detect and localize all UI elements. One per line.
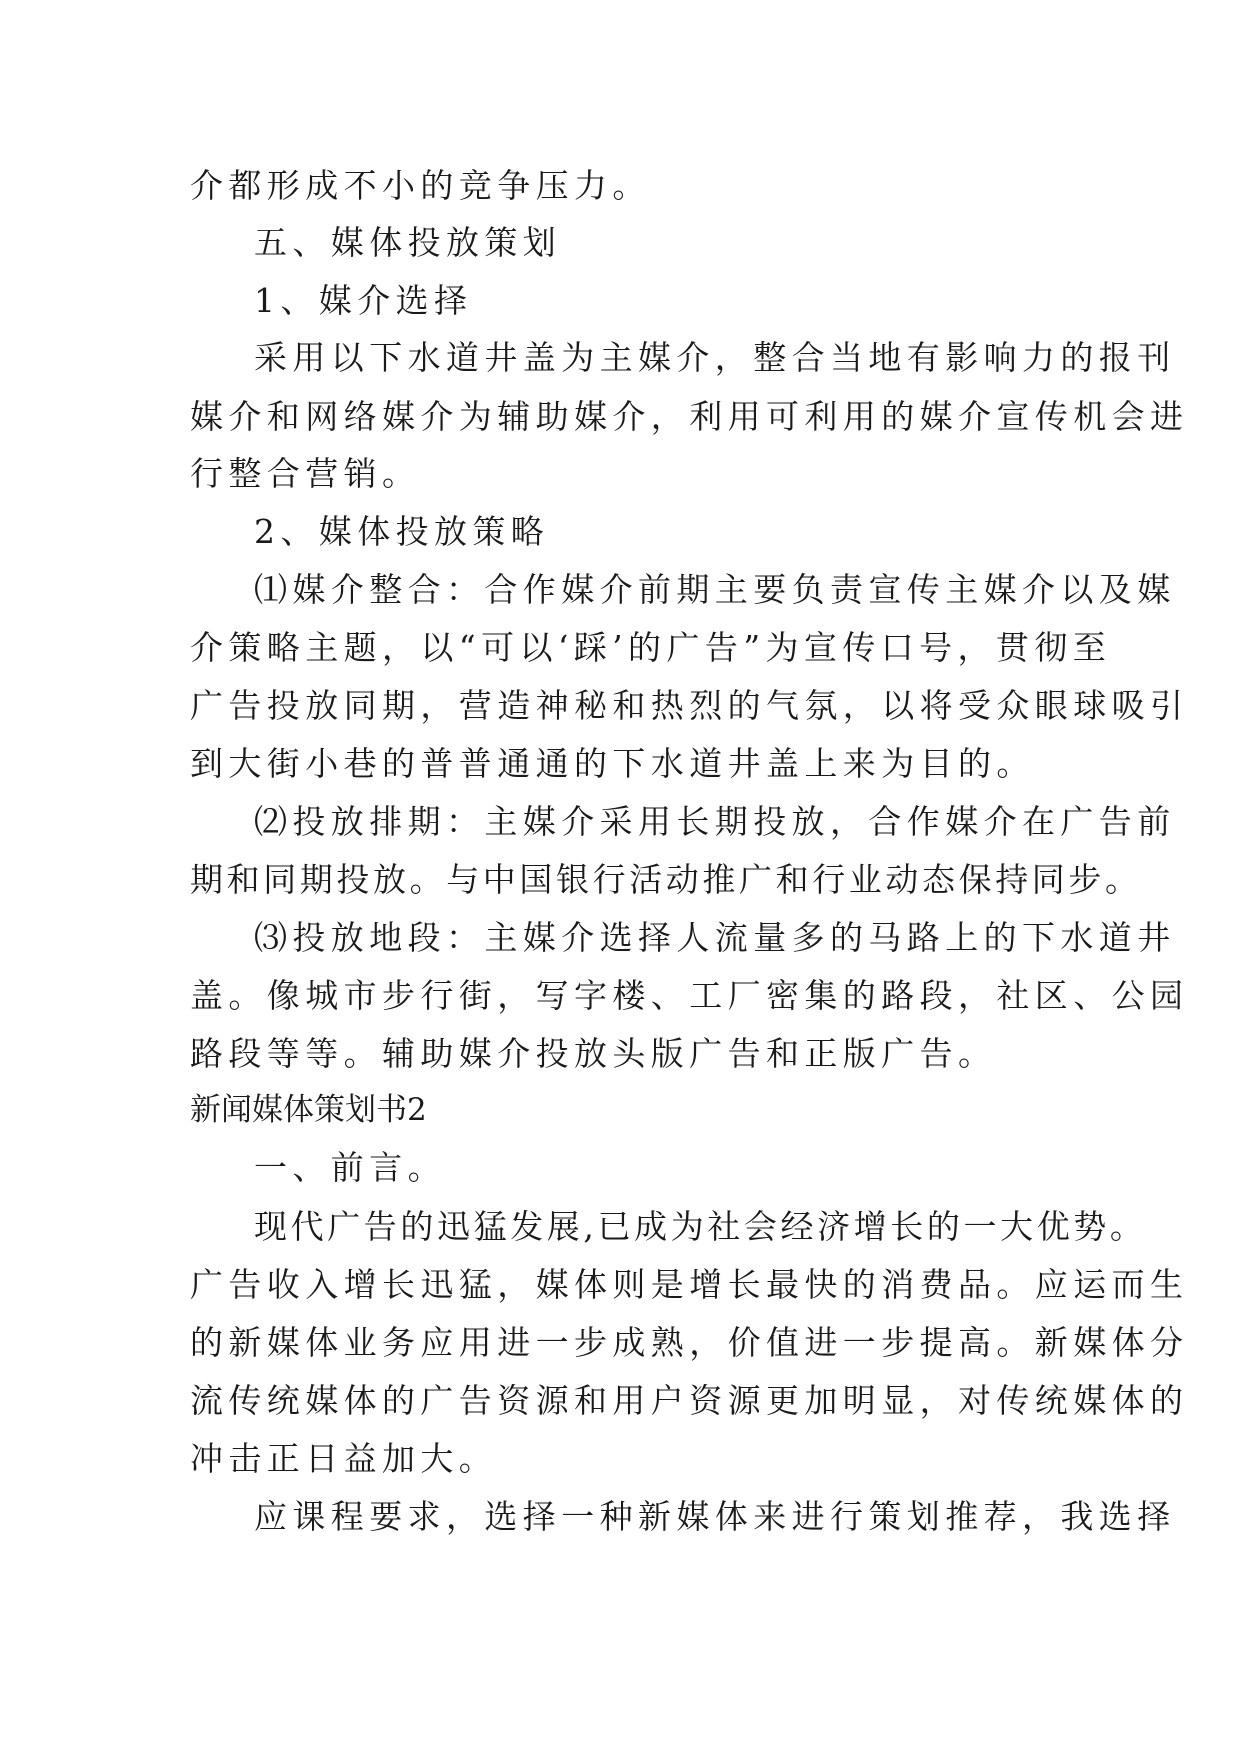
text-line: 广告投放同期，营造神秘和热烈的气氛，以将受众眼球吸引 — [190, 686, 1189, 725]
text-line: 介策略主题，以“可以‘踩’的广告”为宣传口号，贯彻至 — [190, 628, 1112, 667]
text-line: 期和同期投放。与中国银行活动推广和行业动态保持同步。 — [190, 860, 1142, 899]
text-line: 采用以下水道井盖为主媒介，整合当地有影响力的报刊 — [254, 338, 1176, 377]
section-heading: 五、媒体投放策划 — [254, 223, 562, 262]
text-line: 流传统媒体的广告资源和用户资源更加明显，对传统媒体的 — [190, 1381, 1189, 1420]
text-line: 介都形成不小的竞争压力。 — [190, 166, 651, 205]
text-line: 到大街小巷的普普通通的下水道井盖上来为目的。 — [190, 744, 1035, 783]
text-line: 广告收入增长迅猛，媒体则是增长最快的消费品。应运而生 — [190, 1265, 1189, 1304]
text-line: 行整合营销。 — [190, 454, 421, 493]
subsection-heading: 2、媒体投放策略 — [254, 512, 550, 551]
text-line: 路段等等。辅助媒介投放头版广告和正版广告。 — [190, 1034, 997, 1073]
text-line: 媒介和网络媒介为辅助媒介，利用可利用的媒介宣传机会进 — [190, 397, 1189, 436]
text-line: 盖。像城市步行街，写字楼、工厂密集的路段，社区、公园 — [190, 976, 1189, 1015]
text-line: 现代广告的迅猛发展,已成为社会经济增长的一大优势。 — [254, 1207, 1147, 1246]
text-line: ⑶投放地段：主媒介选择人流量多的马路上的下水道井 — [254, 918, 1176, 957]
text-line: 应课程要求，选择一种新媒体来进行策划推荐，我选择 — [254, 1497, 1176, 1536]
text-line: 冲击正日益加大。 — [190, 1439, 498, 1478]
section-heading: 一、前言。 — [254, 1148, 446, 1187]
text-line: 的新媒体业务应用进一步成熟，价值进一步提高。新媒体分 — [190, 1323, 1189, 1362]
document-title: 新闻媒体策划书2 — [190, 1092, 427, 1128]
text-line: ⑴媒介整合：合作媒介前期主要负责宣传主媒介以及媒 — [254, 570, 1176, 609]
text-line: ⑵投放排期：主媒介采用长期投放，合作媒介在广告前 — [254, 802, 1176, 841]
subsection-heading: 1、媒介选择 — [254, 281, 473, 320]
